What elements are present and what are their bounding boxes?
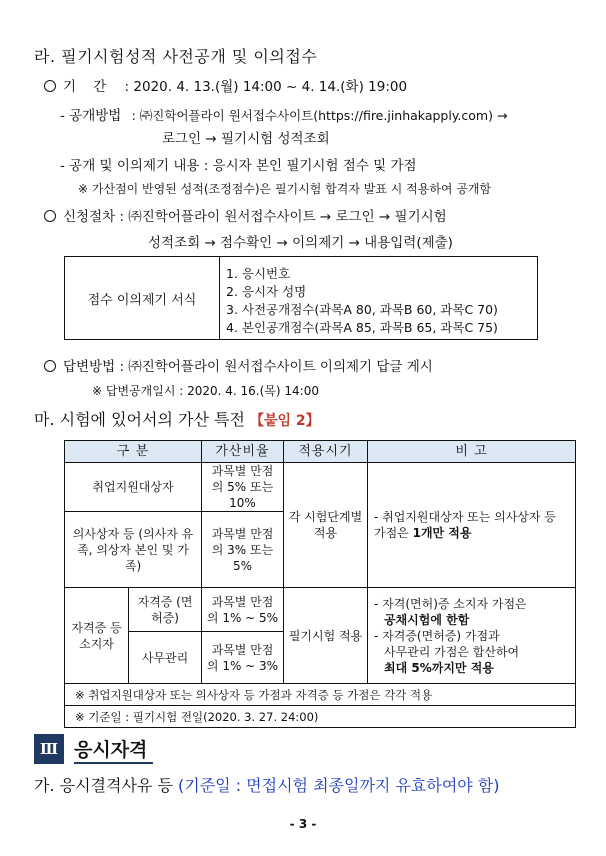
bonus-note: ※ 가산점이 반영된 성적(조정점수)은 필기시험 합격자 발표 시 적용하여 공개함	[78, 182, 492, 196]
section-ma-title: 마. 시험에 있어서의 가산 특전	[34, 410, 245, 429]
remark-text: - 자격(면허)증 소지자 가점은	[374, 596, 527, 611]
cell-category: 취업지원대상자	[65, 463, 202, 512]
section-ga-note: (기준일 : 면접시험 최종일까지 유효하여야 함)	[178, 776, 500, 795]
method-line	[60, 104, 507, 124]
table-note: ※ 취업지원대상자 또는 의사상자 등 가점과 자격증 등 가점은 각각 적용	[65, 684, 576, 706]
objection-item: 1. 응시번호	[226, 266, 291, 281]
table-row	[65, 588, 576, 632]
objection-form-box	[64, 256, 538, 340]
attachment-ref: 【붙임 2】	[250, 413, 320, 429]
page-number: - 3 -	[289, 817, 317, 831]
procedure-line-2: 성적조회 → 점수확인 → 이의제기 → 내용입력(제출)	[148, 235, 453, 251]
cell-category: 자격증 (면허증)	[129, 588, 202, 632]
answer-line	[44, 355, 433, 375]
cell-ratio: 과목별 만점의 5% 또는 10%	[202, 463, 284, 512]
cell-category: 사무관리	[129, 632, 202, 684]
header-timing: 적용시기	[284, 441, 368, 463]
cell-remark	[368, 463, 576, 588]
remark-text: - 자격증(면허증) 가점과	[374, 628, 500, 643]
section-ga-heading	[34, 773, 500, 796]
header-category: 구 분	[65, 441, 202, 463]
circle-bullet-icon	[44, 80, 56, 92]
cell-timing: 각 시험단계별 적용	[284, 463, 368, 588]
cell-ratio: 과목별 만점의 1% ~ 5%	[202, 588, 284, 632]
answer-text: 답변방법 : ㈜진학어플라이 원서접수사이트 이의제기 답글 게시	[63, 359, 433, 375]
answer-note: ※ 답변공개일시 : 2020. 4. 16.(목) 14:00	[92, 384, 319, 398]
period-value: : 2020. 4. 13.(월) 14:00 ~ 4. 14.(화) 19:00	[124, 79, 408, 95]
objection-item: 3. 사전공개점수(과목A 80, 과목B 60, 과목C 70)	[226, 302, 498, 317]
section-3-header	[34, 734, 153, 764]
bonus-table-wrap	[64, 440, 576, 728]
section-ma-heading	[34, 407, 320, 430]
remark-bold: 1개만 적용	[412, 526, 472, 540]
method-label: - 공개방법	[60, 108, 122, 124]
remark-text: 사무관리 가점은 합산하여	[384, 644, 520, 659]
cell-timing: 필기시험 적용	[284, 588, 368, 684]
table-note-row	[65, 706, 576, 728]
header-remark: 비 고	[368, 441, 576, 463]
objection-item: 2. 응시자 성명	[226, 284, 307, 299]
cell-remark	[368, 588, 576, 684]
method-line-2: 로그인 → 필기시험 성적조회	[162, 131, 330, 147]
procedure-line	[44, 205, 447, 225]
cell-ratio: 과목별 만점의 3% 또는 5%	[202, 512, 284, 588]
objection-form-label: 점수 이의제기 서식	[65, 257, 220, 339]
section-3-number: Ⅲ	[34, 734, 64, 764]
circle-bullet-icon	[44, 210, 56, 222]
objection-item: 4. 본인공개점수(과목A 85, 과목B 65, 과목C 75)	[226, 320, 498, 335]
cell-cert-group: 자격증 등 소지자	[65, 588, 129, 684]
bonus-table	[64, 440, 576, 728]
table-row	[65, 463, 576, 512]
table-note-row	[65, 684, 576, 706]
header-ratio: 가산비율	[202, 441, 284, 463]
table-header-row	[65, 441, 576, 463]
period-line	[44, 75, 407, 95]
method-value: : ㈜진학어플라이 원서접수사이트(https://fire.jinhakapply.com) →	[131, 108, 508, 123]
circle-bullet-icon	[44, 360, 56, 372]
remark-bold: 공채시험에 한함	[384, 612, 470, 627]
remark-bold: 최대 5%까지만 적용	[384, 660, 494, 675]
procedure-text: 신청절차 : ㈜진학어플라이 원서접수사이트 → 로그인 → 필기시험	[63, 209, 447, 225]
remark-text: - 취업지원대상자 또는 의사상자 등 가점은	[374, 510, 556, 540]
table-note: ※ 기준일 : 필기시험 전일(2020. 3. 27. 24:00)	[65, 706, 576, 728]
content-line: - 공개 및 이의제기 내용 : 응시자 본인 필기시험 점수 및 가점	[60, 158, 417, 174]
cell-ratio: 과목별 만점의 1% ~ 3%	[202, 632, 284, 684]
section-ga-title: 가. 응시결격사유 등	[34, 776, 173, 795]
section-3-title: 응시자격	[74, 734, 153, 764]
section-ra-heading: 라. 필기시험성적 사전공개 및 이의접수	[34, 47, 318, 66]
period-label: 기 간	[63, 79, 107, 95]
cell-category: 의사상자 등 (의사자 유족, 의상자 본인 및 가족)	[65, 512, 202, 588]
objection-form-items	[220, 257, 537, 339]
